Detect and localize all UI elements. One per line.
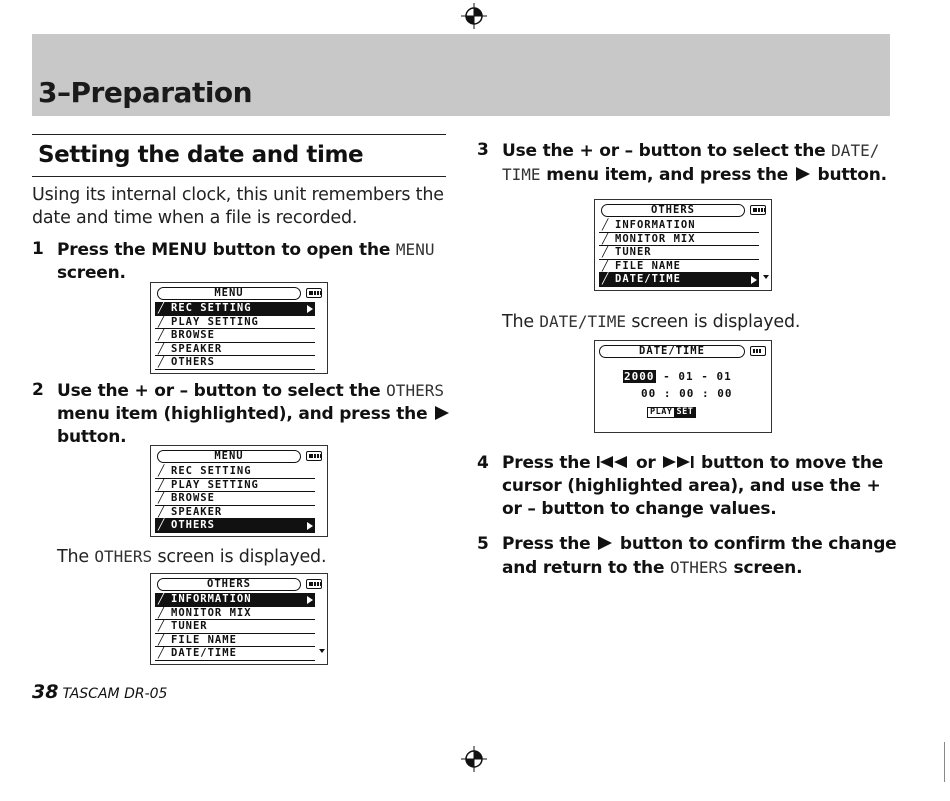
page-number: 38 (32, 681, 59, 703)
step-3 (477, 139, 897, 185)
step-text: button to move the cursor (highlighted area), and use the + or – button to change values. (502, 453, 884, 519)
lcd-menu-item: ╱ DATE/TIME (599, 273, 759, 287)
lcd-menu-item: ╱ SPEAKER (155, 343, 315, 357)
lcd-screen-others-info (150, 573, 328, 665)
lcd-menu-item: ╱ REC SETTING (155, 302, 315, 316)
step-number: 3 (477, 140, 489, 160)
step-number: 5 (477, 534, 489, 554)
lcd-menu-item: ╱ MONITOR MIX (155, 607, 315, 621)
arrow-right-icon (751, 276, 757, 284)
play-label: PLAY (650, 407, 673, 417)
battery-icon (750, 346, 766, 356)
step-text: button. (57, 427, 127, 447)
lcd-menu-item: ╱ OTHERS (155, 356, 315, 370)
arrow-right-icon (307, 596, 313, 604)
lcd-word: DATE/TIME (539, 312, 627, 331)
section-rule-bottom (32, 176, 446, 177)
lcd-menu-item: ╱ MONITOR MIX (599, 233, 759, 247)
registration-mark-top (461, 3, 487, 29)
step-2 (32, 379, 452, 449)
lcd-menu-item: ╱ TUNER (599, 246, 759, 260)
battery-icon (750, 205, 766, 215)
step-text: button to confirm the change and return to the (502, 534, 897, 578)
lcd-word: DATE/ (831, 141, 880, 160)
step-text: or (635, 453, 656, 473)
lcd-word: OTHERS (670, 558, 728, 577)
result-text-step-3: The DATE/TIME screen is displayed. (502, 312, 801, 332)
play-icon (435, 406, 449, 420)
battery-icon (306, 288, 322, 298)
date-line (623, 370, 732, 383)
lcd-screen-menu-rec (150, 282, 328, 374)
battery-icon (306, 579, 322, 589)
lcd-menu-item: ╱ BROWSE (155, 329, 315, 343)
step-4 (477, 452, 897, 522)
page-edge-line (944, 742, 945, 782)
step-number: 2 (32, 380, 44, 400)
lcd-word: OTHERS (94, 547, 153, 566)
lcd-title: OTHERS (157, 578, 301, 591)
scroll-down-icon (319, 649, 325, 653)
page-footer (32, 681, 167, 703)
arrow-right-icon (307, 305, 313, 313)
battery-icon (306, 451, 322, 461)
step-number: 4 (477, 453, 489, 473)
step-text: Press the (502, 453, 597, 473)
result-text-step-2: The OTHERS screen is displayed. (57, 547, 327, 567)
lcd-menu-item: ╱ TUNER (155, 620, 315, 634)
skip-back-icon (596, 455, 630, 469)
arrow-right-icon (307, 522, 313, 530)
lcd-button-hint (647, 407, 696, 418)
step-text: Press the (502, 534, 597, 554)
lcd-menu-item: ╱ OTHERS (155, 519, 315, 533)
lcd-title: MENU (157, 287, 301, 300)
lcd-menu-item: ╱ PLAY SETTING (155, 479, 315, 493)
lcd-title: DATE/TIME (599, 345, 745, 358)
lcd-word: OTHERS (386, 381, 444, 400)
step-text: button. (811, 165, 887, 185)
lcd-screen-others-datetime (594, 199, 772, 291)
lcd-menu-item: ╱ FILE NAME (599, 260, 759, 274)
step-5 (477, 533, 897, 579)
chapter-title: 3–Preparation (38, 76, 253, 109)
lcd-menu-item: ╱ SPEAKER (155, 506, 315, 520)
lcd-menu-item: ╱ INFORMATION (155, 593, 315, 607)
step-text: menu item, and press the (540, 165, 794, 185)
lcd-title: MENU (157, 450, 301, 463)
lcd-menu-item: ╱ REC SETTING (155, 465, 315, 479)
lcd-menu-item: ╱ FILE NAME (155, 634, 315, 648)
play-icon (796, 167, 810, 181)
year-cursor: 2000 (624, 370, 655, 383)
scroll-down-icon (763, 275, 769, 279)
lcd-menu-item: ╱ BROWSE (155, 492, 315, 506)
lcd-menu-item: ╱ PLAY SETTING (155, 316, 315, 330)
section-title: Setting the date and time (38, 142, 364, 168)
lcd-word: MENU (395, 240, 435, 259)
lcd-screen-date-time (594, 340, 772, 433)
skip-forward-icon (661, 455, 695, 469)
lcd-screen-menu-others (150, 445, 328, 537)
date-rest: - 01 - 01 (663, 370, 732, 383)
section-rule-top (32, 134, 446, 135)
step-text: Use the + or – button to select the (57, 381, 387, 401)
lcd-word: TIME (502, 165, 541, 184)
time-line: 00 : 00 : 00 (641, 387, 733, 400)
step-text: screen. (57, 263, 126, 283)
lcd-menu-item: ╱ DATE/TIME (155, 647, 315, 661)
step-text: menu item (highlighted), and press the (57, 404, 434, 424)
step-1 (32, 238, 452, 284)
lcd-title: OTHERS (601, 204, 745, 217)
step-number: 1 (32, 239, 44, 259)
set-label: SET (676, 407, 694, 417)
play-icon (598, 536, 612, 550)
registration-mark-bottom (461, 746, 487, 772)
product-model: TASCAM DR-05 (62, 686, 168, 702)
lcd-menu-item: ╱ INFORMATION (599, 219, 759, 233)
intro-paragraph: Using its internal clock, this unit remembers the date and time when a file is recorded. (32, 185, 444, 228)
step-text: screen. (727, 558, 803, 578)
step-text: Use the + or – button to select the (502, 141, 832, 161)
step-text: Press the MENU button to open the (57, 240, 396, 260)
